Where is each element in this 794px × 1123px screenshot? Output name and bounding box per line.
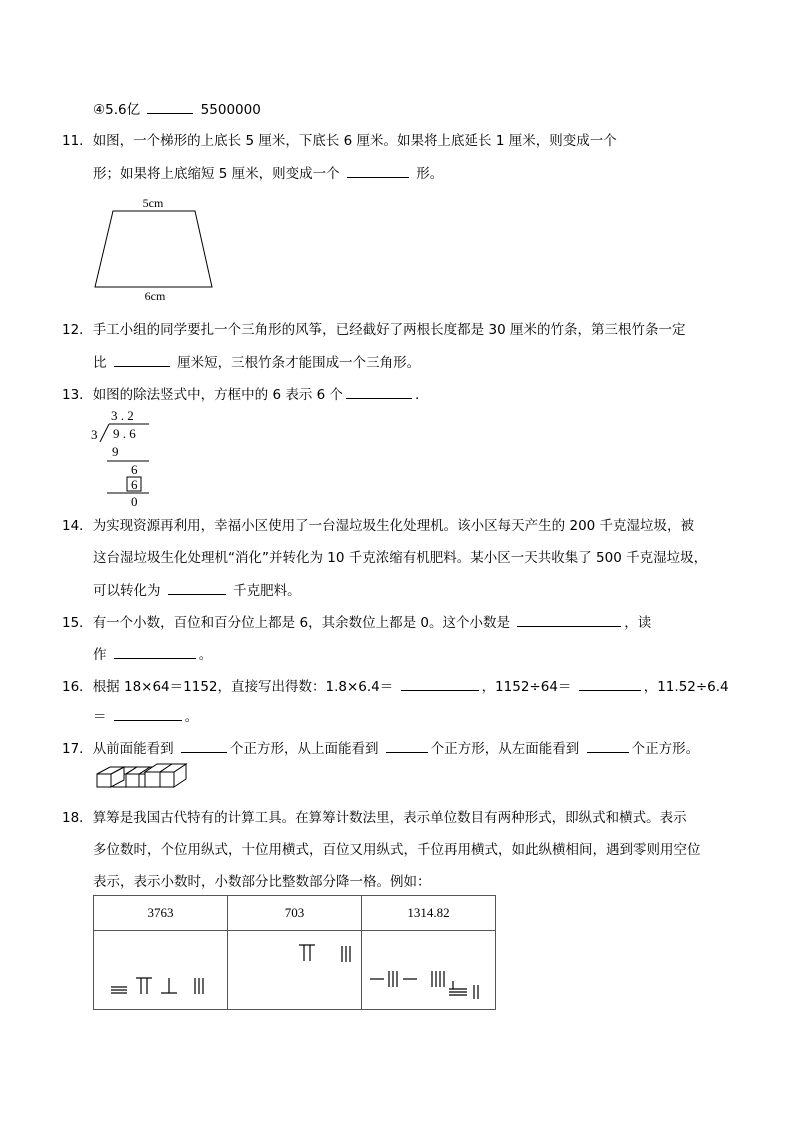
- q18-number: 18．: [62, 810, 93, 826]
- q14-text1: 为实现资源再利用，幸福小区使用了一台湿垃圾生化处理机。该小区每天产生的 200 千克湿垃圾，被: [92, 518, 695, 534]
- q17-answer-blank-3[interactable]: [587, 738, 629, 753]
- q15-text1b: ，读: [624, 615, 652, 631]
- rods-1314-82: [362, 931, 495, 1005]
- q10-value: 5500000: [200, 102, 261, 118]
- q17-text-b: 个正方形，从上面能看到: [229, 741, 379, 757]
- q11-text1: 如图，一个梯形的上底长 5 厘米，下底长 6 厘米。如果将上底延长 1 厘米，则变成一个: [92, 133, 617, 149]
- q15-line2: [93, 644, 212, 665]
- q11-answer-blank[interactable]: [347, 163, 409, 178]
- q18-text3: 表示，表示小数时，小数部分比整数部分降一格。例如：: [93, 874, 431, 890]
- q11-text2a: 形；如果将上底缩短 5 厘米，则变成一个: [93, 166, 340, 182]
- q11-number: 11．: [62, 133, 93, 149]
- q18-text1: 算筹是我国古代特有的计算工具。在算筹计数法里，表示单位数目有两种形式，即纵式和横式。表示: [92, 810, 687, 826]
- counting-rods-table: [93, 895, 496, 1010]
- cube-stack: [97, 764, 186, 787]
- q14-line3: [93, 580, 301, 601]
- q12-text1: 手工小组的同学要扎一个三角形的风筝，已经截好了两根长度都是 30 厘米的竹条，第三根竹条一定: [92, 322, 686, 338]
- q17-line: [62, 738, 699, 759]
- cube-4-front: [160, 772, 174, 787]
- q17-answer-blank-2[interactable]: [386, 738, 428, 753]
- q16-answer-blank-1[interactable]: [401, 676, 479, 691]
- q16-answer-blank-3[interactable]: [114, 706, 182, 721]
- division-sub1: 9: [112, 444, 119, 459]
- rods-cell-703: [228, 931, 362, 1010]
- table-header-cell: 1314.82: [362, 896, 496, 931]
- q16-text2a: ＝: [93, 709, 107, 725]
- q14-text2: 这台湿垃圾生化处理机“消化”并转化为 10 千克浓缩有机肥料。某小区一天共收集了 500 千克湿垃圾，: [93, 550, 708, 566]
- q15-text2b: 。: [198, 647, 213, 663]
- cube-3-front-b: [145, 772, 160, 787]
- q18-line2: [93, 840, 701, 860]
- division-final: 0: [131, 494, 138, 509]
- q12-number: 12．: [62, 322, 93, 338]
- trapezoid-shape: [95, 211, 212, 287]
- q13-line: [62, 384, 419, 405]
- trapezoid-bottom-label: 6cm: [144, 289, 166, 303]
- q17-number: 17．: [62, 741, 93, 757]
- q18-line3: [93, 872, 431, 892]
- rods-cell-3763: [94, 931, 228, 1010]
- q15-line1: [62, 612, 651, 633]
- q15-answer-blank-1[interactable]: [517, 612, 621, 627]
- table-rods-row: [94, 931, 496, 1010]
- division-bracket: [100, 424, 109, 442]
- q12-line1: [62, 320, 685, 340]
- q16-text1a: 根据 18×64＝1152，直接写出得数：1.8×6.4＝: [92, 679, 394, 695]
- rods-cell-1314-82: [362, 931, 496, 1010]
- q13-end: .: [415, 387, 420, 403]
- q13-answer-blank[interactable]: [346, 384, 412, 399]
- cube-stack-figure: [90, 760, 250, 796]
- q11-line2: [93, 163, 443, 184]
- rods-703: [228, 931, 361, 1005]
- q12-line2: [93, 352, 420, 373]
- q16-text2b: 。: [184, 709, 199, 725]
- q16-number: 16．: [62, 679, 93, 695]
- q15-text2a: 作: [93, 647, 107, 663]
- q14-text3a: 可以转化为: [93, 583, 161, 599]
- rods-3763: [94, 931, 227, 1005]
- q13-text: 如图的除法竖式中，方框中的 6 表示 6 个: [92, 387, 344, 403]
- q15-number: 15．: [62, 615, 93, 631]
- division-remainder1: 6: [131, 462, 138, 477]
- q10-item: ④5.6亿: [93, 102, 141, 118]
- q16-text1c: ，11.52÷6.4: [643, 679, 729, 695]
- q12-text2b: 厘米短，三根竹条才能围成一个三角形。: [177, 355, 421, 371]
- cube-0-front: [97, 774, 111, 787]
- long-division-figure: [85, 404, 165, 510]
- q14-text3b: 千克肥料。: [233, 583, 301, 599]
- q15-text1a: 有一个小数，百位和百分位上都是 6，其余数位上都是 0。这个小数是: [92, 615, 510, 631]
- q14-line2: [93, 548, 707, 568]
- q18-text2: 多位数时，个位用纵式，十位用横式，百位又用纵式，千位再用横式，如此纵横相间，遇到零则用空位: [93, 842, 701, 858]
- q10-line: [93, 99, 261, 120]
- q17-text-a: 从前面能看到: [92, 741, 174, 757]
- q12-answer-blank[interactable]: [114, 352, 170, 367]
- q16-line1: [62, 676, 729, 697]
- trapezoid-top-label: 5cm: [142, 196, 164, 210]
- q17-text-d: 个正方形。: [631, 741, 700, 757]
- q14-line1: [62, 516, 694, 536]
- division-dividend: 9 . 6: [113, 426, 136, 441]
- division-boxed-digit: 6: [131, 477, 138, 492]
- table-header-cell: 703: [228, 896, 362, 931]
- q14-number: 14．: [62, 518, 93, 534]
- q12-text2a: 比: [93, 355, 107, 371]
- q11-line1: [62, 131, 617, 151]
- division-divisor: 3: [91, 427, 98, 442]
- q13-number: 13．: [62, 387, 93, 403]
- q15-answer-blank-2[interactable]: [114, 644, 196, 659]
- q16-line2: [93, 706, 198, 727]
- table-header-row: [94, 896, 496, 931]
- q18-line1: [62, 808, 687, 828]
- q16-text1b: ，1152÷64＝: [481, 679, 572, 695]
- table-header-cell: 3763: [94, 896, 228, 931]
- trapezoid-figure: [85, 192, 225, 307]
- division-quotient: 3 . 2: [111, 408, 134, 423]
- q16-answer-blank-2[interactable]: [579, 676, 641, 691]
- cube-1b-front: [126, 774, 139, 787]
- q17-answer-blank-1[interactable]: [181, 738, 227, 753]
- q17-text-c: 个正方形，从左面能看到: [430, 741, 580, 757]
- q11-text2b: 形。: [416, 166, 444, 182]
- q10-answer-blank[interactable]: [147, 99, 193, 114]
- q14-answer-blank[interactable]: [168, 580, 226, 595]
